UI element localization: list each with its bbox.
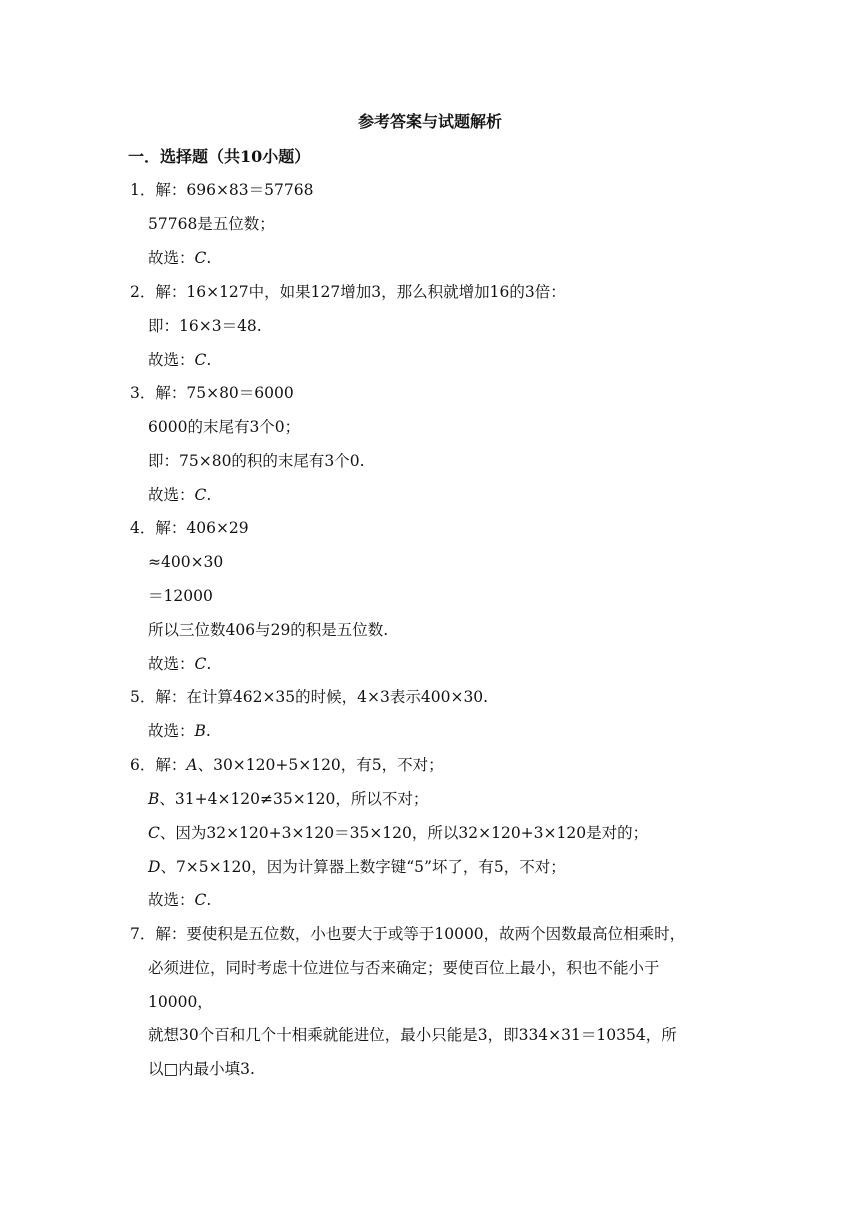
answer-7-line: 就想30个百和几个十相乘就能进位，最小只能是3，即334×31＝10354，所	[148, 1026, 677, 1044]
answer-1-choice: 故选：C.	[148, 249, 212, 267]
answer-3-line: 即：75×80的积的末尾有3个0.	[148, 452, 365, 470]
answer-7-line: 必须进位，同时考虑十位进位与否来确定；要使百位上最小，积也不能小于	[148, 959, 660, 977]
answer-2-line: 2．解：16×127中，如果127增加3，那么积就增加16的3倍：	[130, 283, 566, 301]
answer-6-line: 6．解：A、30×120+5×120，有5，不对；	[130, 756, 444, 774]
answer-4-choice: 故选：C.	[148, 655, 212, 673]
answer-3-line: 3．解：75×80＝6000	[130, 384, 294, 402]
answer-5-line: 5．解：在计算462×35的时候，4×3表示400×30.	[130, 688, 489, 706]
answer-3-line: 6000的末尾有3个0；	[148, 418, 301, 436]
answer-2-line: 即：16×3＝48.	[148, 317, 262, 335]
answer-3-choice: 故选：C.	[148, 486, 212, 504]
answer-6-line: B、31+4×120≠35×120，所以不对；	[148, 790, 429, 808]
answer-1-line: 1．解：696×83＝57768	[130, 181, 314, 199]
answer-4-line: 4．解：406×29	[130, 519, 249, 537]
answer-4-line: 所以三位数406与29的积是五位数.	[148, 621, 389, 639]
answer-4-line: ≈400×30	[148, 553, 224, 571]
answer-7-line: 7．解：要使积是五位数，小也要大于或等于10000，故两个因数最高位相乘时，	[130, 925, 686, 943]
answer-7-line: 以□内最小填3.	[148, 1060, 255, 1078]
section-heading: 一．选择题（共10小题）	[128, 147, 311, 166]
answer-2-choice: 故选：C.	[148, 351, 212, 369]
answer-6-line: C、因为32×120+3×120＝35×120，所以32×120+3×120是对的；	[148, 824, 649, 842]
answer-4-line: ＝12000	[148, 587, 213, 605]
answer-6-choice: 故选：C.	[148, 891, 212, 909]
answer-6-line: D、7×5×120，因为计算器上数字键“5”坏了，有5，不对；	[148, 858, 566, 876]
answer-5-choice: 故选：B.	[148, 722, 211, 740]
page-title: 参考答案与试题解析	[357, 112, 502, 131]
answer-1-line: 57768是五位数；	[148, 215, 275, 233]
answer-7-line: 10000，	[148, 993, 213, 1011]
